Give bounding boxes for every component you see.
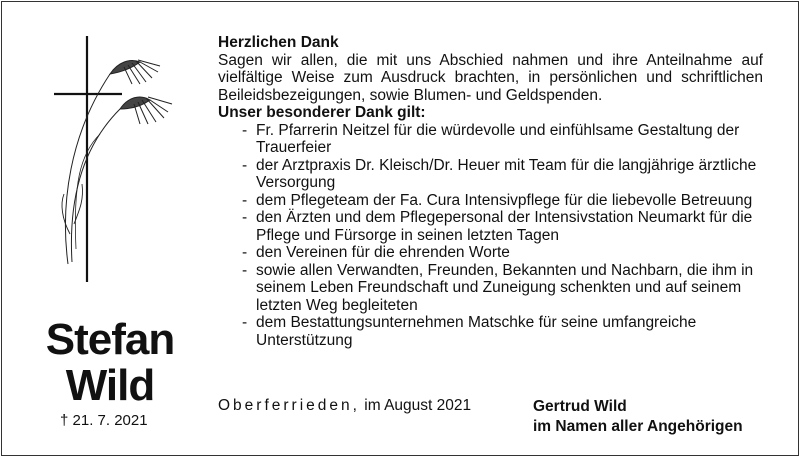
deceased-first-name: Stefan <box>45 315 175 364</box>
notice-body <box>218 34 763 349</box>
signature <box>533 397 743 437</box>
place-and-date <box>218 397 471 415</box>
list-item: - sowie allen Verwandten, Freunden, Bekannten und Nachbarn, die ihm in seinem Leben Freundschaft und Zuneigung schenkten und auf seinem letzten Weg begleiteten <box>242 261 754 314</box>
cross-with-wheat-icon <box>40 34 180 284</box>
thanks-heading: Herzlichen Dank <box>218 34 339 51</box>
place: Oberferrieden, <box>218 397 360 414</box>
list-item: - dem Pflegeteam der Fa. Cura Intensivpflege für die liebevolle Betreuung <box>242 191 753 209</box>
signature-family: im Namen aller Angehörigen <box>533 418 743 435</box>
list-item: - dem Bestattungsunternehmen Matschke für seine umfangreiche Unterstützung <box>242 314 697 349</box>
list-item: - den Vereinen für die ehrenden Worte <box>242 244 510 261</box>
special-thanks-list <box>218 122 763 350</box>
death-date: † 21. 7. 2021 <box>60 412 148 429</box>
list-item: - der Arztpraxis Dr. Kleisch/Dr. Heuer mit Team für die langjährige ärztliche Versorgung <box>242 156 757 191</box>
list-item: - den Ärzten und dem Pflegepersonal der Intensivstation Neumarkt für die Pflege und Fürsorge in seinen letzten Tagen <box>242 209 753 244</box>
signature-name: Gertrud Wild <box>533 398 627 415</box>
list-item: - Fr. Pfarrerin Neitzel für die würdevolle und einfühlsame Gestaltung der Trauerfeier <box>242 121 740 156</box>
special-thanks-heading: Unser besonderer Dank gilt: <box>218 104 426 121</box>
deceased-last-name: Wild <box>65 361 155 410</box>
thanks-paragraph: Sagen wir allen, die mit uns Abschied nahmen und ihre Anteilnahme auf vielfältige Weise zum Ausdruck brachten, in persönlichen und schriftlichen Beileidsbezeigungen, sowie Blumen- und Geldspenden. <box>218 51 763 104</box>
date: im August 2021 <box>364 397 472 414</box>
